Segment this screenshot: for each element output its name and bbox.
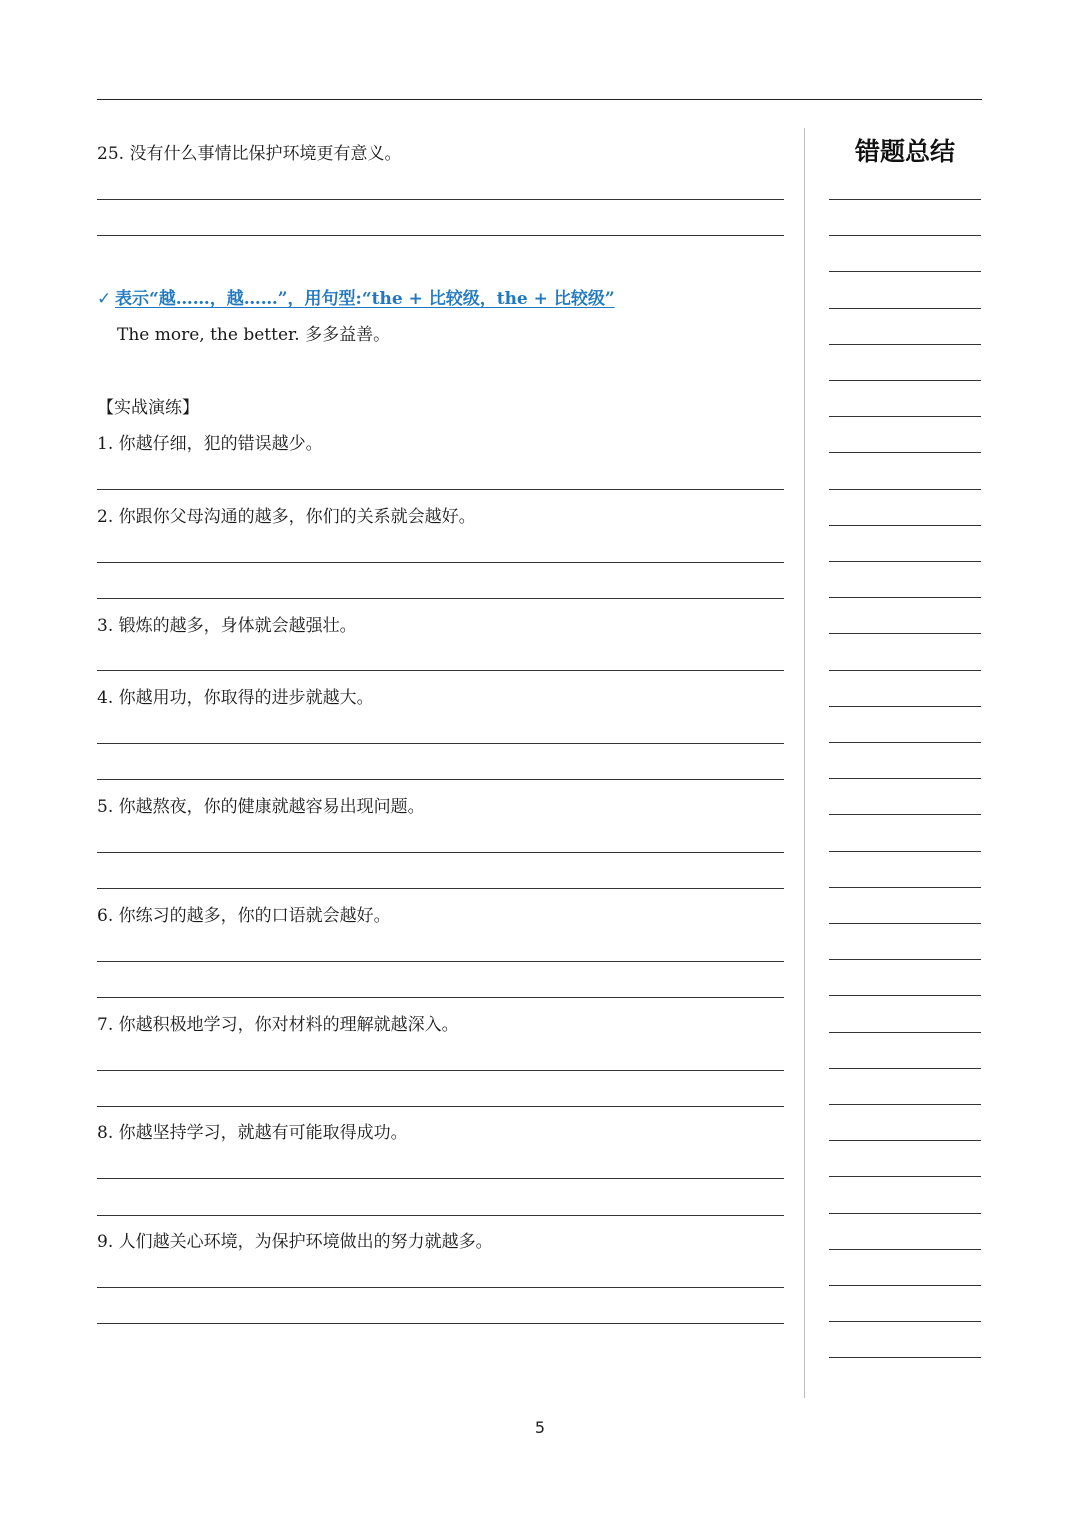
mistake-summary-title: 错题总结 [854, 137, 955, 166]
summary-line[interactable] [829, 1176, 981, 1177]
summary-line[interactable] [829, 633, 981, 634]
practice-item-3: 3. 锻炼的越多，身体就会越强壮。 [97, 616, 357, 636]
summary-line[interactable] [829, 271, 981, 272]
answer-line[interactable] [97, 489, 784, 490]
answer-line[interactable] [97, 743, 784, 744]
answer-line[interactable] [97, 888, 784, 889]
summary-line[interactable] [829, 1068, 981, 1069]
summary-line[interactable] [829, 199, 981, 200]
example-sentence: The more, the better. 多多益善。 [117, 325, 391, 345]
answer-line[interactable] [97, 1178, 784, 1179]
answer-line[interactable] [97, 852, 784, 853]
summary-line[interactable] [829, 1104, 981, 1105]
answer-line[interactable] [97, 1287, 784, 1288]
practice-item-9: 9. 人们越关心环境，为保护环境做出的努力就越多。 [97, 1232, 493, 1252]
answer-line[interactable] [97, 199, 784, 200]
grammar-tip [97, 288, 615, 310]
summary-line[interactable] [829, 235, 981, 236]
practice-item-6: 6. 你练习的越多，你的口语就会越好。 [97, 906, 391, 926]
grammar-tip-text: 表示“越……，越……”，用句型:“the + 比较级，the + 比较级” [115, 289, 615, 309]
answer-line[interactable] [97, 961, 784, 962]
summary-line[interactable] [829, 525, 981, 526]
summary-line[interactable] [829, 706, 981, 707]
summary-line[interactable] [829, 416, 981, 417]
answer-line[interactable] [97, 235, 784, 236]
summary-line[interactable] [829, 959, 981, 960]
summary-line[interactable] [829, 851, 981, 852]
column-divider [804, 128, 805, 1398]
summary-line[interactable] [829, 742, 981, 743]
summary-line[interactable] [829, 1357, 981, 1358]
answer-line[interactable] [97, 598, 784, 599]
answer-line[interactable] [97, 1106, 784, 1107]
practice-item-5: 5. 你越熬夜，你的健康就越容易出现问题。 [97, 797, 425, 817]
summary-line[interactable] [829, 308, 981, 309]
summary-line[interactable] [829, 923, 981, 924]
summary-line[interactable] [829, 344, 981, 345]
question-25: 25. 没有什么事情比保护环境更有意义。 [97, 144, 402, 164]
summary-line[interactable] [829, 887, 981, 888]
header-rule [97, 99, 982, 100]
answer-line[interactable] [97, 1215, 784, 1216]
summary-line[interactable] [829, 1213, 981, 1214]
check-icon: ✓ [97, 289, 112, 309]
summary-line[interactable] [829, 814, 981, 815]
summary-line[interactable] [829, 995, 981, 996]
practice-item-8: 8. 你越坚持学习，就越有可能取得成功。 [97, 1123, 408, 1143]
answer-line[interactable] [97, 670, 784, 671]
summary-line[interactable] [829, 1032, 981, 1033]
practice-item-1: 1. 你越仔细，犯的错误越少。 [97, 434, 323, 454]
summary-line[interactable] [829, 1249, 981, 1250]
answer-line[interactable] [97, 1323, 784, 1324]
summary-line[interactable] [829, 597, 981, 598]
summary-line[interactable] [829, 778, 981, 779]
summary-line[interactable] [829, 380, 981, 381]
answer-line[interactable] [97, 1070, 784, 1071]
practice-heading: 【实战演练】 [97, 398, 199, 418]
summary-line[interactable] [829, 561, 981, 562]
summary-line[interactable] [829, 670, 981, 671]
summary-line[interactable] [829, 489, 981, 490]
answer-line[interactable] [97, 562, 784, 563]
page-number: 5 [534, 1418, 546, 1437]
practice-item-2: 2. 你跟你父母沟通的越多，你们的关系就会越好。 [97, 507, 476, 527]
practice-item-7: 7. 你越积极地学习，你对材料的理解就越深入。 [97, 1015, 459, 1035]
summary-line[interactable] [829, 1140, 981, 1141]
practice-item-4: 4. 你越用功，你取得的进步就越大。 [97, 688, 374, 708]
answer-line[interactable] [97, 997, 784, 998]
summary-line[interactable] [829, 452, 981, 453]
answer-line[interactable] [97, 779, 784, 780]
summary-line[interactable] [829, 1321, 981, 1322]
summary-line[interactable] [829, 1285, 981, 1286]
